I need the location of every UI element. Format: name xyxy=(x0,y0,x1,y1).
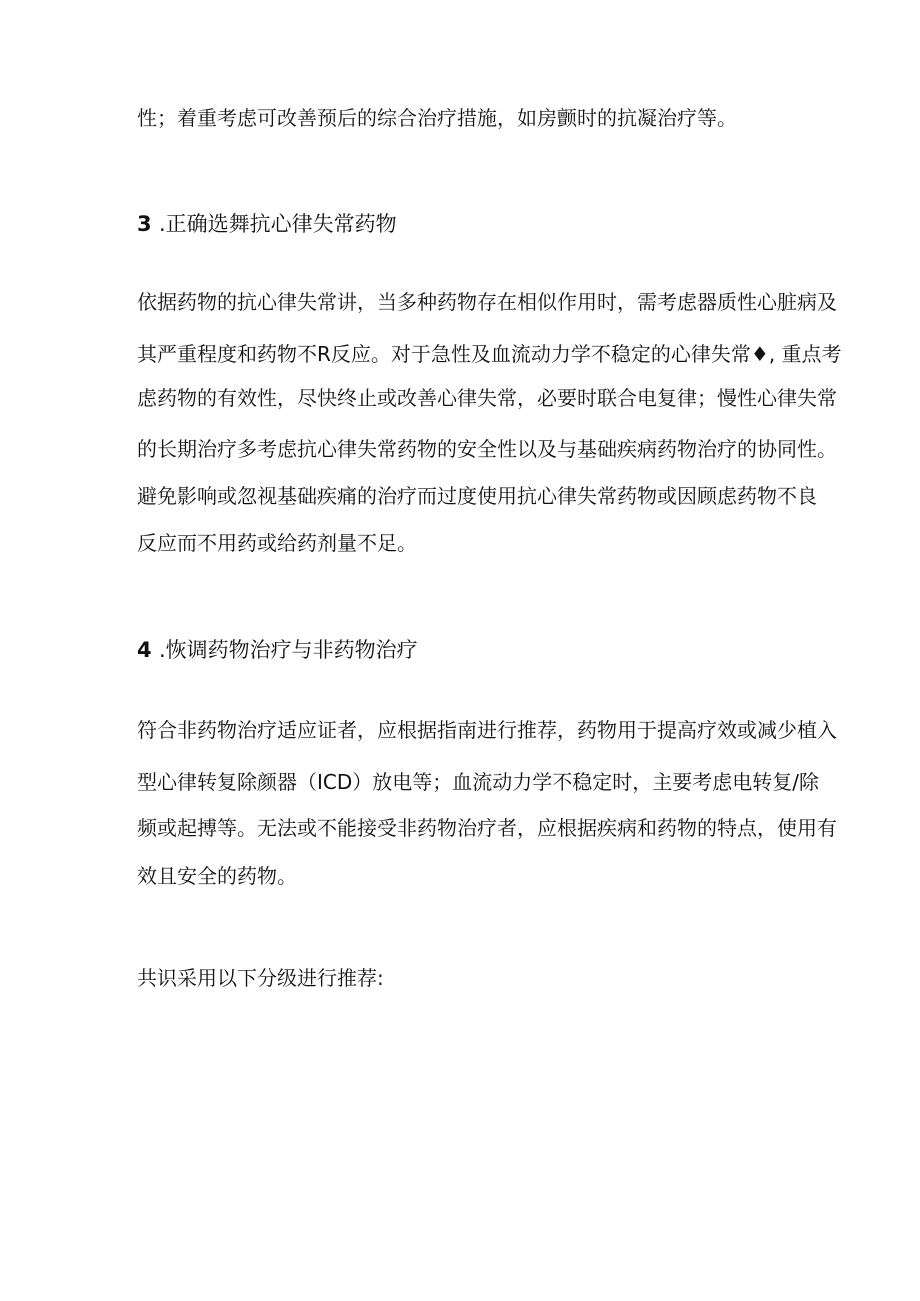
continuation-text: 性；着重考虑可改善预后的综合治疗措施，如房颤时的抗凝治疗等。 xyxy=(137,106,737,130)
paragraph-line: 依据药物的抗心律失常讲，当多种药物存在相似作用时，需考虑器质性心脏病及 xyxy=(137,290,837,314)
section-4-number: 4 xyxy=(137,638,152,662)
paragraph-line: 虑药物的有效性，尽快终止或改善心律失常，必要时联合电复律；慢性心律失常 xyxy=(137,386,837,410)
section-3-title: .正确选舞抗心律失常药物 xyxy=(159,212,397,236)
closing-text: 共识采用以下分级进行推荐: xyxy=(137,966,384,990)
paragraph-line: 效且安全的药物。 xyxy=(137,864,297,888)
section-4-title: .恢调药物治疗与非药物治疗 xyxy=(159,638,418,662)
section-4-heading xyxy=(137,636,418,664)
paragraph-line: 其严重程度和药物不R反应。对于急性及血流动力学不稳定的心律失常♦, 重点考 xyxy=(137,342,842,366)
paragraph-line: 频或起搏等。无法或不能接受非药物治疗者，应根据疾病和药物的特点，使用有 xyxy=(137,816,837,840)
paragraph-line: 符合非药物治疗适应证者，应根据指南进行推荐，药物用于提高疗效或减少植入 xyxy=(137,718,837,742)
paragraph-line: 避免影响或忽视基础疾痛的治疗而过度使用抗心律失常药物或因顾虑药物不良 xyxy=(137,484,817,508)
paragraph-line: 型心律转复除颜器（ICD）放电等；血流动力学不稳定时，主要考虑电转复/除 xyxy=(137,770,820,794)
paragraph-line: 反应而不用药或给药剂量不足。 xyxy=(137,531,417,555)
section-3-heading xyxy=(137,210,397,238)
paragraph-line: 的长期治疗多考虑抗心律失常药物的安全性以及与基础疾病药物治疗的协同性。 xyxy=(137,437,837,461)
section-3-number: 3 xyxy=(137,212,152,236)
